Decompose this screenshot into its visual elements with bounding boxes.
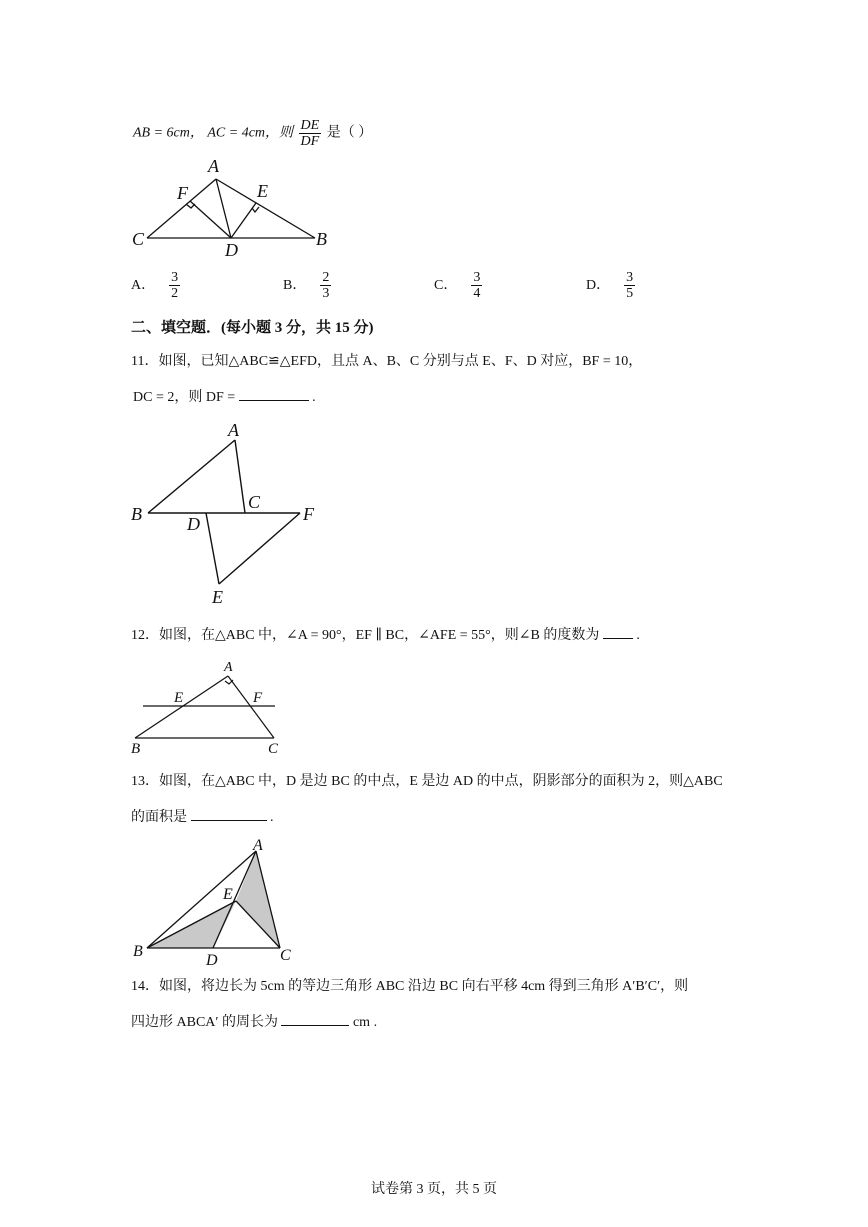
option-num: 3	[171, 270, 179, 285]
q12-line1-end: .	[636, 628, 640, 643]
q10-label-a: A	[208, 156, 219, 176]
option-label: A．	[131, 277, 156, 293]
q10-text-end: 是（ ）	[326, 125, 373, 141]
option-label: B．	[283, 277, 307, 293]
q11-label-b: B	[131, 504, 142, 524]
q13-label-a: A	[253, 837, 263, 854]
q11-label-a: A	[228, 420, 239, 440]
option-den: 3	[322, 286, 330, 301]
q10-frac-num: DE	[300, 118, 320, 133]
option-den: 2	[171, 286, 179, 301]
q12-label-c: C	[268, 741, 279, 757]
q10-label-f: F	[177, 183, 188, 203]
q12-label-e: E	[174, 690, 184, 706]
q12-line1-text: 12．如图，在△ABC 中，∠A = 90°，EF ∥ BC，∠AFE = 55°，则∠B 的度数为	[131, 628, 600, 643]
q14-line2-end: cm .	[352, 1015, 378, 1030]
q12-label-a: A	[224, 660, 233, 675]
q11-label-f: F	[303, 504, 314, 524]
q13-line1: 13．如图，在△ABC 中，D 是边 BC 的中点，E 是边 AD 的中点，阴影部分的面积为 2，则△ABC	[131, 774, 723, 789]
q14-line2-text: 四边形 ABCA′ 的周长为	[131, 1015, 278, 1030]
q13-label-d: D	[206, 952, 218, 969]
q13-label-b: B	[133, 943, 143, 960]
q11-line2-text: DC = 2，则 DF =	[133, 390, 236, 405]
q10-label-c: C	[132, 229, 145, 249]
q13-label-c: C	[280, 947, 291, 964]
option-num: 3	[626, 270, 634, 285]
q14-line1: 14．如图，将边长为 5cm 的等边三角形 ABC 沿边 BC 向右平移 4cm 得到三角形 A′B′C′，则	[131, 979, 689, 994]
q10-frac-den: DF	[300, 134, 320, 149]
q14-line2	[131, 1011, 377, 1033]
option-den: 4	[473, 286, 481, 301]
q11-line1: 11．如图，已知△ABC≌△EFD，且点 A、B、C 分别与点 E、F、D 对应，BF = 10，	[131, 354, 643, 369]
q10-label-e: E	[257, 181, 268, 201]
page-footer: 试卷第 3 页，共 5 页	[371, 1182, 497, 1197]
q11-label-d: D	[187, 514, 200, 534]
q13-line2-end: .	[270, 810, 274, 825]
q11-label-e: E	[212, 587, 223, 607]
q10-text-ab: AB = 6cm，	[133, 125, 204, 141]
q11-label-c: C	[248, 492, 261, 512]
option-den: 5	[626, 286, 634, 301]
q10-label-b: B	[316, 229, 327, 249]
q12-label-b: B	[131, 741, 141, 757]
option-label: C．	[434, 277, 458, 293]
section-heading: 二、填空题．(每小题 3 分，共 15 分)	[131, 320, 374, 336]
q11-line2-end: .	[312, 390, 316, 405]
q10-label-d: D	[225, 240, 238, 260]
q10-text-ac: AC = 4cm，则	[207, 125, 294, 141]
option-num: 3	[473, 270, 481, 285]
option-num: 2	[322, 270, 330, 285]
q14-answer-blank[interactable]	[281, 1011, 349, 1026]
q12-label-f: F	[253, 690, 263, 706]
q13-label-e: E	[223, 886, 233, 903]
q13-line2-text: 的面积是	[131, 810, 187, 825]
option-label: D．	[586, 277, 611, 293]
